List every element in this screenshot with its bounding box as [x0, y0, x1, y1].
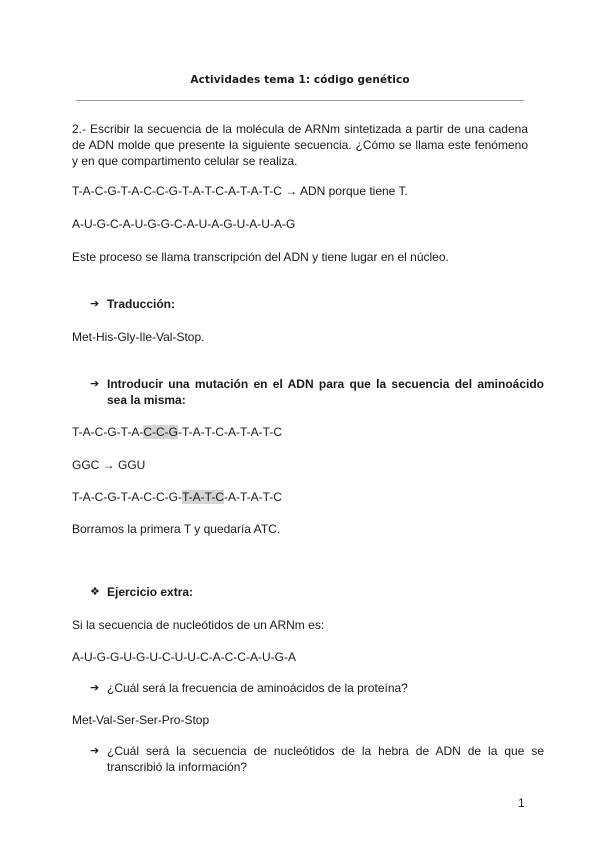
answer-1: Met-Val-Ser-Ser-Pro-Stop: [72, 713, 210, 727]
codon-change: GGC → GGU: [72, 458, 146, 472]
seq2-prefix: T-A-C-G-T-A-C-C-G-: [72, 490, 182, 504]
diamond-bullet-icon: ❖: [90, 585, 100, 598]
mutation-note: Borramos la primera T y quedaría ATC.: [72, 522, 281, 536]
arrow-bullet-icon: ➔: [90, 681, 100, 694]
extra-intro: Si la secuencia de nucleótidos de un ARNm es:: [72, 618, 325, 632]
seq1-prefix: T-A-C-G-T-A-: [72, 425, 144, 439]
arrow-bullet-icon: ➔: [90, 297, 100, 310]
question-1-text: ¿Cuál será la frecuencia de aminoácidos de la proteína?: [107, 681, 408, 695]
mutation-heading-text: Introducir una mutación en el ADN para que la secuencia del aminoácido sea la misma:: [107, 377, 544, 407]
seq1-highlight: C-C-G: [143, 425, 178, 439]
seq2-suffix: -A-T-A-T-C: [223, 490, 282, 504]
page-number: 1: [518, 796, 525, 810]
rna-sequence: A-U-G-C-A-U-G-G-C-A-U-A-G-U-A-U-A-G: [72, 217, 296, 231]
mutated-dna-sequence-1: [72, 424, 282, 440]
mutated-dna-sequence-2: [72, 489, 282, 505]
arrow-bullet-icon: ➔: [90, 744, 100, 757]
seq1-suffix: -T-A-T-C-A-T-A-T-C: [178, 425, 282, 439]
header-divider: [76, 100, 524, 101]
extra-exercise-heading-text: Ejercicio extra:: [107, 585, 194, 599]
page-header-title: Actividades tema 1: código genético: [190, 74, 410, 86]
mrna-sequence: A-U-G-G-U-G-U-C-U-U-C-A-C-C-A-U-G-A: [72, 650, 296, 664]
translation-result: Met-His-Gly-Ile-Val-Stop.: [72, 330, 205, 344]
question-2-text: ¿Cuál será la secuencia de nucleótidos de la hebra de ADN de la que se transcribió la información?: [107, 744, 544, 774]
translation-heading-text: Traducción:: [107, 297, 176, 311]
process-explanation: Este proceso se llama transcripción del ADN y tiene lugar en el núcleo.: [72, 250, 449, 264]
seq2-highlight: T-A-T-C: [181, 490, 224, 504]
dna-sequence: T-A-C-G-T-A-C-C-G-T-A-T-C-A-T-A-T-C → ADN porque tiene T.: [72, 184, 408, 198]
arrow-bullet-icon: ➔: [90, 377, 100, 390]
exercise-2-prompt: 2.- Escribir la secuencia de la molécula de ARNm sintetizada a partir de una cadena de ADN molde que presente la siguiente secuencia. ¿Cómo se llama este fenómeno y en que compartimento celular se realiza.: [72, 122, 528, 168]
